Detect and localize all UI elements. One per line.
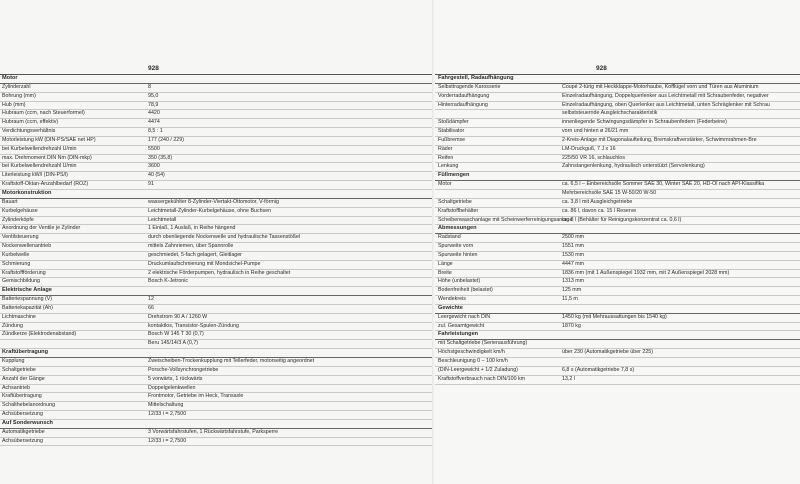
spec-label: Kupplung	[2, 358, 25, 364]
spec-label: Hubraum (ccm, effektiv)	[2, 119, 59, 126]
section-heading	[435, 172, 800, 181]
spec-label: Automatikgetriebe	[2, 428, 45, 435]
spec-value: 12	[148, 296, 154, 303]
spec-row	[435, 110, 800, 119]
spec-row	[0, 208, 432, 217]
spec-label: Höhe (unbelastet)	[438, 278, 481, 285]
spec-row	[0, 385, 432, 394]
spec-value: über 230 (Automatikgetriebe über 225)	[562, 349, 653, 356]
spec-label: Leergewicht nach DIN	[438, 313, 491, 320]
model-header: 928	[148, 65, 159, 72]
section-title: Fahrgestell, Radaufhängung	[438, 75, 514, 81]
spec-value: Zweischeiben-Trockenkupplung mit Tellerfeder, motorseitig angeordnet	[148, 358, 315, 364]
spec-row	[435, 296, 800, 305]
spec-value: 350 (35,8)	[148, 154, 173, 161]
spec-value: 2 elektrische Förderpumpen, hydraulisch in Reihe geschaltet	[148, 269, 291, 276]
spec-value: kontaktlos, Transistor-Spulen-Zündung	[148, 322, 239, 329]
spec-row	[435, 146, 800, 155]
spec-row	[0, 225, 432, 234]
spec-value: 91	[148, 181, 154, 188]
spec-label: Breite	[438, 269, 452, 276]
spec-value: 95,0	[148, 92, 159, 99]
spec-label: Kraftstoffverbrauch nach DIN/100 km	[438, 375, 526, 382]
spec-row	[435, 234, 800, 243]
spec-value: Einzelradaufhängung, oben Querlenker aus Leichtmetall, unten Schräglenker mit Schrau	[562, 101, 770, 108]
spec-label: Wendekreis	[438, 296, 466, 303]
spec-value: Frontmotor, Getriebe im Heck, Transaxle	[148, 393, 244, 400]
spec-row	[435, 340, 800, 349]
spec-row	[435, 128, 800, 137]
spec-label: Zylinderköpfe	[2, 216, 34, 223]
spec-label: Zündung	[2, 322, 23, 329]
spec-value: innenliegende Schwingungsdämpfer in Schraubenfedern (Federbeine)	[562, 119, 727, 126]
spec-row	[0, 84, 432, 93]
spec-label: zul. Gesamtgewicht	[438, 322, 485, 329]
spec-label: Motorleistung kW (DIN-PS/SAE net HP)	[2, 136, 96, 143]
spec-value: 11,5 m	[562, 296, 578, 303]
spec-row	[435, 163, 800, 172]
spec-label: Schaltgetriebe	[2, 366, 36, 373]
spec-label: Batteriespannung (V)	[2, 296, 53, 303]
model-header: 928	[596, 65, 607, 72]
spec-table-right	[435, 75, 800, 385]
spec-label: Stabilisator	[438, 128, 465, 135]
spec-value: 12/33 i = 2,7500	[148, 411, 187, 418]
section-title: Füllmengen	[438, 172, 470, 179]
spec-label: Beschleunigung 0 – 100 km/h	[438, 358, 508, 364]
spec-label: mit Schaltgetriebe (Serienausführung)	[438, 340, 528, 347]
spec-value: 13,2 l	[562, 375, 575, 382]
spec-row	[0, 358, 432, 367]
spec-label: Radstand	[438, 234, 461, 241]
spec-row	[435, 217, 800, 226]
spec-value: Coupé 2-türig mit Heckklappe-Motorhaube, Kofflügel vorn und Türen aus Aluminium	[562, 83, 759, 90]
spec-value: 4447 mm	[562, 260, 585, 267]
spec-value: 8	[148, 83, 151, 90]
spec-row	[0, 234, 432, 243]
spec-row	[0, 217, 432, 226]
spec-value: Doppelgelenkwellen	[148, 384, 196, 391]
spec-row	[0, 261, 432, 270]
spec-label: Höchstgeschwindigkeit km/h	[438, 349, 505, 356]
spec-label: Hubraum (ccm, nach Steuerformel)	[2, 110, 85, 117]
spec-label: Scheibenwaschanlage mit Scheinwerferreinigungsanlage	[438, 216, 573, 223]
spec-row	[435, 367, 800, 376]
spec-label: Räder	[438, 145, 453, 152]
spec-value: vorn und hinten ø 26/21 mm	[562, 128, 629, 135]
spec-row	[435, 349, 800, 358]
spec-row	[0, 93, 432, 102]
spec-row	[0, 199, 432, 208]
spec-label: Anordnung der Ventile je Zylinder	[2, 225, 81, 232]
spec-label: Schalthebelanordnung	[2, 402, 56, 409]
spec-value: Bosch K-Jetronic	[148, 278, 189, 285]
spec-value: 1551 mm	[562, 243, 585, 250]
spec-value: 12/33 i = 2,7500	[148, 437, 187, 444]
spec-label: Gemischbildung	[2, 278, 40, 285]
section-heading	[0, 349, 432, 358]
section-heading	[0, 420, 432, 429]
spec-row	[0, 163, 432, 172]
spec-value: 225/50 VR 16, schlauchlos	[562, 154, 626, 161]
spec-row	[0, 323, 432, 332]
spec-value: 6,8 s (Automatikgetriebe 7,8 s)	[562, 366, 635, 373]
spec-value: 66	[148, 304, 154, 311]
spec-row	[0, 314, 432, 323]
spec-value: 2500 mm	[562, 234, 585, 241]
spec-label: Hinterradaufhängung	[438, 101, 488, 108]
spec-label: Kraftstoff-Oktan-Anzahlbedarf (ROZ)	[2, 181, 89, 188]
spec-label: Literleistung kW/l (DIN-PS/l)	[2, 172, 68, 179]
spec-row	[0, 278, 432, 287]
spec-value: Porsche-Vollsynchrongetriebe	[148, 366, 219, 373]
section-heading	[435, 225, 800, 234]
spec-label: Kraftstoffbehälter	[438, 207, 479, 214]
spec-row	[435, 252, 800, 261]
spec-value: selbststeuernde Ausgleichscharakteristik	[562, 110, 658, 117]
spec-label: bei Kurbelwellendrehzahl U/min	[2, 145, 77, 152]
spec-label: Achsantrieb	[2, 384, 30, 391]
spec-value: 5 vorwärts, 1 rückwärts	[148, 375, 203, 382]
spec-label: Kraftstoffförderung	[2, 269, 46, 276]
spec-row	[435, 376, 800, 385]
spec-value: 1450 kg (mit Mehraussattungen bis 1540 kg)	[562, 313, 667, 320]
spec-value: Einzelradaufhängung, Doppelquerlenker aus Leichtmetall mit Schraubenfeder, negativer	[562, 92, 769, 99]
right-page	[435, 0, 800, 484]
spec-value: ca. 6,5 l – Einbereichsöle Sommer SAE 30, Winter SAE 20, HD-Öl nach API-Klassifika	[562, 181, 765, 188]
spec-row	[0, 367, 432, 376]
spec-label: Kurbelgehäuse	[2, 207, 38, 214]
spec-row	[435, 93, 800, 102]
spec-label: bei Kurbelwellendrehzahl U/min	[2, 163, 77, 170]
spec-value: LM-Druckguß, 7 J x 16	[562, 145, 616, 152]
spec-value: 5500	[148, 145, 160, 152]
spec-value: 3600	[148, 163, 160, 170]
spec-row	[0, 340, 432, 349]
spec-value: 177 (240 / 229)	[148, 136, 184, 143]
spec-label: Schaltgetriebe	[438, 198, 472, 205]
section-heading	[0, 287, 432, 296]
spec-row	[435, 358, 800, 367]
spec-value: Zahnstangenlenkung, hydraulisch unterstützt (Servolenkung)	[562, 163, 705, 170]
spec-row	[435, 190, 800, 199]
spec-value: Drehstrom 90 A / 1260 W	[148, 313, 208, 320]
spec-row	[0, 102, 432, 111]
spec-value: Leichtmetall-Zylinder-Kurbelgehäuse, ohne Buchsen	[148, 207, 272, 214]
spec-label: Länge	[438, 260, 453, 267]
spec-label: Hub (mm)	[2, 101, 26, 108]
spec-row	[435, 119, 800, 128]
spec-label: Selbsttragende Karosserie	[438, 83, 501, 90]
spec-label: Vorderradaufhängung	[438, 92, 490, 99]
spec-row	[0, 243, 432, 252]
spec-row	[435, 137, 800, 146]
spec-row	[0, 393, 432, 402]
spec-value: 1870 kg	[562, 322, 581, 329]
spec-value: ca. 86 l, davon ca. 15 l Reserve	[562, 207, 637, 214]
spec-label: Spurweite hinten	[438, 251, 478, 258]
spec-value: 1530 mm	[562, 251, 585, 258]
spec-label: Kurbelwelle	[2, 251, 30, 258]
spec-row	[0, 110, 432, 119]
spec-row	[0, 146, 432, 155]
spec-label: Fußbremse	[438, 136, 466, 143]
section-heading	[0, 75, 432, 84]
spec-value: 2-Kreis-Anlage mit Diagonalaufteilung, Bremskraftverstärker, Schwimmrahmen-Bre	[562, 136, 757, 143]
section-title: Auf Sonderwunsch	[2, 419, 53, 426]
spec-row	[0, 172, 432, 181]
spec-row	[435, 323, 800, 332]
spec-label: Zündkerze (Elektrodenabstand)	[2, 331, 77, 338]
spec-row	[435, 314, 800, 323]
spec-label: Reifen	[438, 154, 454, 161]
spec-label: Bodenfreiheit (belastet)	[438, 287, 493, 294]
section-heading	[435, 75, 800, 84]
spec-label: Motor	[438, 181, 452, 188]
spec-value: 40 (54)	[148, 172, 165, 179]
section-heading	[0, 190, 432, 199]
spec-value: Druckumlaufschmierung mit Mondsichel-Pumpe	[148, 260, 261, 267]
spec-row	[435, 102, 800, 111]
spec-row	[0, 119, 432, 128]
spec-label: Batteriekapazität (Ah)	[2, 304, 53, 311]
spec-row	[0, 155, 432, 164]
spec-value: wassergekühlter 8-Zylinder-Viertakt-Ottomotor, V-förmig	[148, 198, 279, 205]
spec-value: mittels Zahnriemen, über Spannrolle	[148, 243, 234, 250]
spec-row	[0, 331, 432, 340]
spec-row	[0, 252, 432, 261]
spec-value: Mehrbereichsöle SAE 15 W-50/20 W-50	[562, 189, 657, 196]
spec-label: Spurweite vorn	[438, 243, 474, 250]
spec-value: durch obenliegende Nockenwelle und hydraulische Tassenstößel	[148, 234, 301, 241]
spec-row	[0, 128, 432, 137]
spec-label: Zylinderzahl	[2, 83, 31, 90]
spec-value: 4420	[148, 110, 160, 117]
spec-value: 8,5 : 1	[148, 128, 163, 135]
section-title: Gewichte	[438, 304, 463, 311]
spec-row	[435, 181, 800, 190]
section-heading	[435, 331, 800, 340]
spec-value: Leichtmetall	[148, 216, 177, 223]
spec-label: Achsübersetzung	[2, 411, 43, 418]
spec-label: Anzahl der Gänge	[2, 375, 45, 382]
spec-value: 4474	[148, 119, 160, 126]
spec-row	[0, 402, 432, 411]
spec-row	[435, 270, 800, 279]
spec-row	[435, 199, 800, 208]
spec-label: Ventilsteuerung	[2, 234, 39, 241]
section-heading	[435, 305, 800, 314]
spec-label: Kraftübertragung	[2, 393, 42, 400]
section-title: Motorkonstruktion	[2, 189, 52, 196]
spec-value: 78,9	[148, 101, 159, 108]
spec-row	[435, 261, 800, 270]
spec-label: Schmierung	[2, 260, 31, 267]
spec-label: Stoßdämpfer	[438, 119, 469, 126]
section-title: Motor	[2, 75, 18, 81]
spec-value: Bosch W 145 T 30 (0,7)	[148, 331, 204, 338]
section-title: Kraftübertragung	[2, 349, 48, 356]
spec-value: 1 Einlaß, 1 Auslaß, in Reihe hängend	[148, 225, 236, 232]
spec-label: Verdichtungsverhältnis	[2, 128, 56, 135]
spec-label: Lichtmaschine	[2, 313, 36, 320]
spec-label: Lenkung	[438, 163, 459, 170]
spec-value: 1313 mm	[562, 278, 585, 285]
spec-row	[0, 429, 432, 438]
spec-label: Bauart	[2, 198, 18, 205]
section-title: Fahrleistungen	[438, 331, 479, 338]
spec-row	[435, 287, 800, 296]
spec-row	[0, 181, 432, 190]
spec-value: 3 Vorwärtsfahrstufen, 1 Rückwärtsfahrstufe, Parksperre	[148, 428, 279, 435]
spec-label: (DIN-Leergewicht + 1/2 Zuladung)	[438, 366, 518, 373]
spec-row	[0, 305, 432, 314]
spec-value: geschmiedet, 5-fach gelagert, Gleitlager	[148, 251, 242, 258]
spec-row	[435, 208, 800, 217]
spec-row	[0, 137, 432, 146]
spec-row	[0, 411, 432, 420]
spec-row	[435, 278, 800, 287]
spec-row	[0, 376, 432, 385]
spec-row	[0, 438, 432, 447]
spec-row	[435, 155, 800, 164]
spec-label: max. Drehmoment DIN Nm (DIN-mkp)	[2, 154, 92, 161]
spec-value: ca. 8 l (Behälter für Reinigungskonzentrat ca. 0,6 l)	[562, 216, 682, 223]
spec-row	[0, 296, 432, 305]
spec-value: Mittelschaltung	[148, 402, 184, 409]
spec-row	[435, 84, 800, 93]
spec-value: 1836 mm (mit 1 Außenspiegel 1932 mm, mit 2 Außenspiegel 2028 mm)	[562, 269, 730, 276]
spec-label: Bohrung (mm)	[2, 92, 36, 99]
spec-row	[0, 270, 432, 279]
spec-label: Achsübersetzung	[2, 437, 43, 444]
spec-row	[435, 243, 800, 252]
section-title: Elektrische Anlage	[2, 287, 52, 294]
section-title: Abmessungen	[438, 225, 477, 232]
spec-label: Nockenwellenantrieb	[2, 243, 52, 250]
spec-table-left	[0, 75, 432, 446]
spec-value: Beru 145/14/3 A (0,7)	[148, 340, 199, 347]
spec-value: ca. 3,8 l mit Ausgleichgetriebe	[562, 198, 633, 205]
spec-value: 125 mm	[562, 287, 582, 294]
